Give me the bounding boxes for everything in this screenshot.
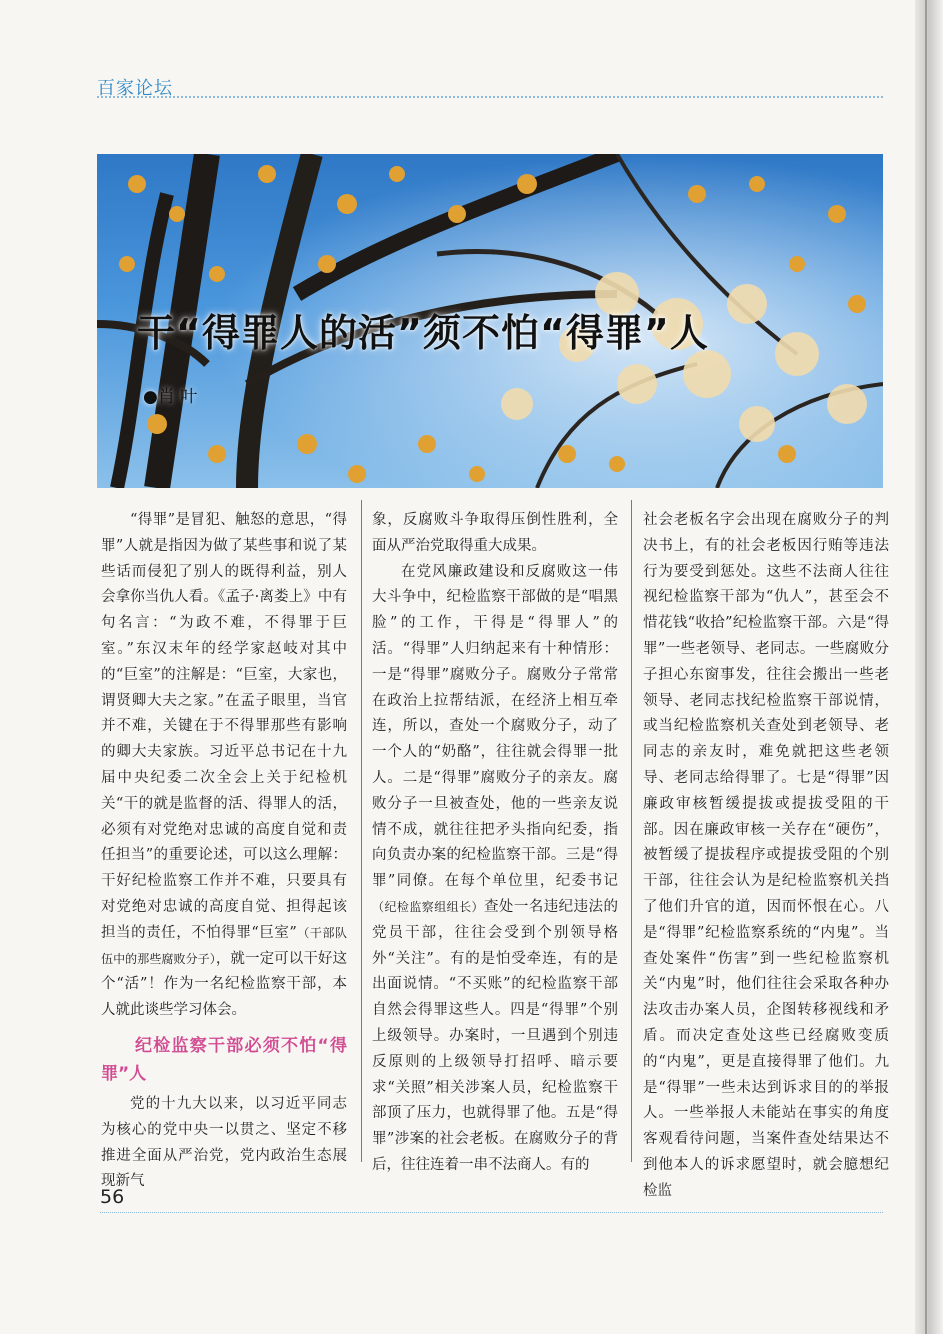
body-paragraph [372,560,618,1179]
scan-edge [915,0,943,1334]
footer-divider [100,1212,883,1213]
text-column-1 [101,508,347,1195]
paragraph-text: 在党风廉政建设和反腐败这一伟大斗争中，纪检监察干部做的是“唱黑脸”的工作，干得是“得罪人”的活。“得罪”人归纳起来有十种情形：一是“得罪”腐败分子。腐败分子常常在政治上拉帮结派，在经济上相互牵连，所以，查处一个腐败分子，动了一个人的“奶酪”，往往就会得罪一批人。二是“得罪”腐败分子的亲友。腐败分子一旦被查处，他的一些亲友说情不成，就往往把矛头指向纪委，指向负责办案的纪检监察干部。三是“得罪”同僚。在每个单位里，纪委书记 [372,563,618,890]
body-paragraph [643,508,889,1205]
body-paragraph [101,1092,347,1195]
hero-banner [97,154,883,488]
section-heading: 纪检监察干部必须不怕“得罪”人 [101,1035,347,1084]
article-author: ●肖 叶 [143,387,198,407]
text-column-2 [372,508,618,1179]
body-paragraph [101,508,347,1024]
page-number: 56 [100,1186,125,1208]
article-title: 干“得罪人的活”须不怕“得罪”人 [137,311,709,355]
header-divider [97,96,883,98]
paragraph-text: ，就一定可以干好这个“活”！作为一名纪检监察干部，本人就此谈些学习体会。 [101,950,347,1019]
paragraph-text: 社会老板名字会出现在腐败分子的判决书上，有的社会老板因行贿等违法行为要受到惩处。这些不法商人往往视纪检监察干部为“仇人”，甚至会不惜花钱“收拾”纪检监察干部。六是“得罪”一些老领导、老同志。一些腐败分子担心东窗事发，往往会搬出一些老领导、老同志找纪检监察干部说情，或当纪检监察机关查处到老领导、老同志的亲友时，难免就把这些老领导、老同志给得罪了。七是“得罪”因廉政审核暂缓提拔或提拔受阻的干部。因在廉政审核一关存在“硬伤”，被暂缓了提拔程序或提拔受阻的个别干部，往往会认为是纪检监察机关挡了他们升官的道，因而怀恨在心。八是“得罪”纪检监察系统的“内鬼”。当查处案件“伤害”到一些纪检监察机关“内鬼”时，他们往往会采取各种办法攻击办案人员，企图转移视线和矛盾。而决定查处这些已经腐败变质的“内鬼”，更是直接得罪了他们。九是“得罪”一些未达到诉求目的的举报人。一些举报人未能站在事实的角度客观看待问题，当案件查处结果达不到他本人的诉求愿望时，就会臆想纪检监 [643,512,889,1199]
paragraph-text: 党的十九大以来，以习近平同志为核心的党中央一以贯之、坚定不移推进全面从严治党，党内政治生态展现新气 [101,1095,347,1190]
text-column-3 [643,508,889,1205]
paragraph-text: 象，反腐败斗争取得压倒性胜利，全面从严治党取得重大成果。 [372,512,618,554]
inline-annotation: （干部队伍中的那些腐败分子） [101,925,347,966]
column-divider [631,500,632,1162]
paragraph-text: 查处一名违纪违法的党员干部，往往会受到个别领导格外“关注”。有的是怕受牵连，有的是出面说情。“不买账”的纪检监察干部自然会得罪这些人。四是“得罪”个别上级领导。办案时，一旦遇到个别违反原则的上级领导打招呼、暗示要求“关照”相关涉案人员，纪检监察干部顶了压力，也就得罪了他。五是“得罪”涉案的社会老板。在腐败分子的背后，往往连着一串不法商人。有的 [372,898,618,1173]
inline-annotation: （纪检监察组组长） [372,899,484,914]
body-paragraph [372,508,618,560]
paragraph-text: “得罪”是冒犯、触怒的意思，“得罪”人就是指因为做了某些事和说了某些话而侵犯了别人的既得利益，别人会拿你当仇人看。《孟子·离娄上》中有句名言：“为政不难，不得罪于巨室。”东汉末年的经学家赵岐对其中的“巨室”的注解是：“巨室，大家也，谓贤卿大夫之家。”在孟子眼里，当官并不难，关键在于不得罪那些有影响的卿大夫家族。习近平总书记在十九届中央纪委二次全会上关于纪检机关“干的就是监督的活、得罪人的活，必须有对党绝对忠诚的高度自觉和责任担当”的重要论述，可以这么理解：干好纪检监察工作并不难，只要具有对党绝对忠诚的高度自觉、担得起该担当的责任，不怕得罪“巨室” [101,512,347,941]
column-divider [361,500,362,1162]
section-label: 百家论坛 [97,78,173,99]
